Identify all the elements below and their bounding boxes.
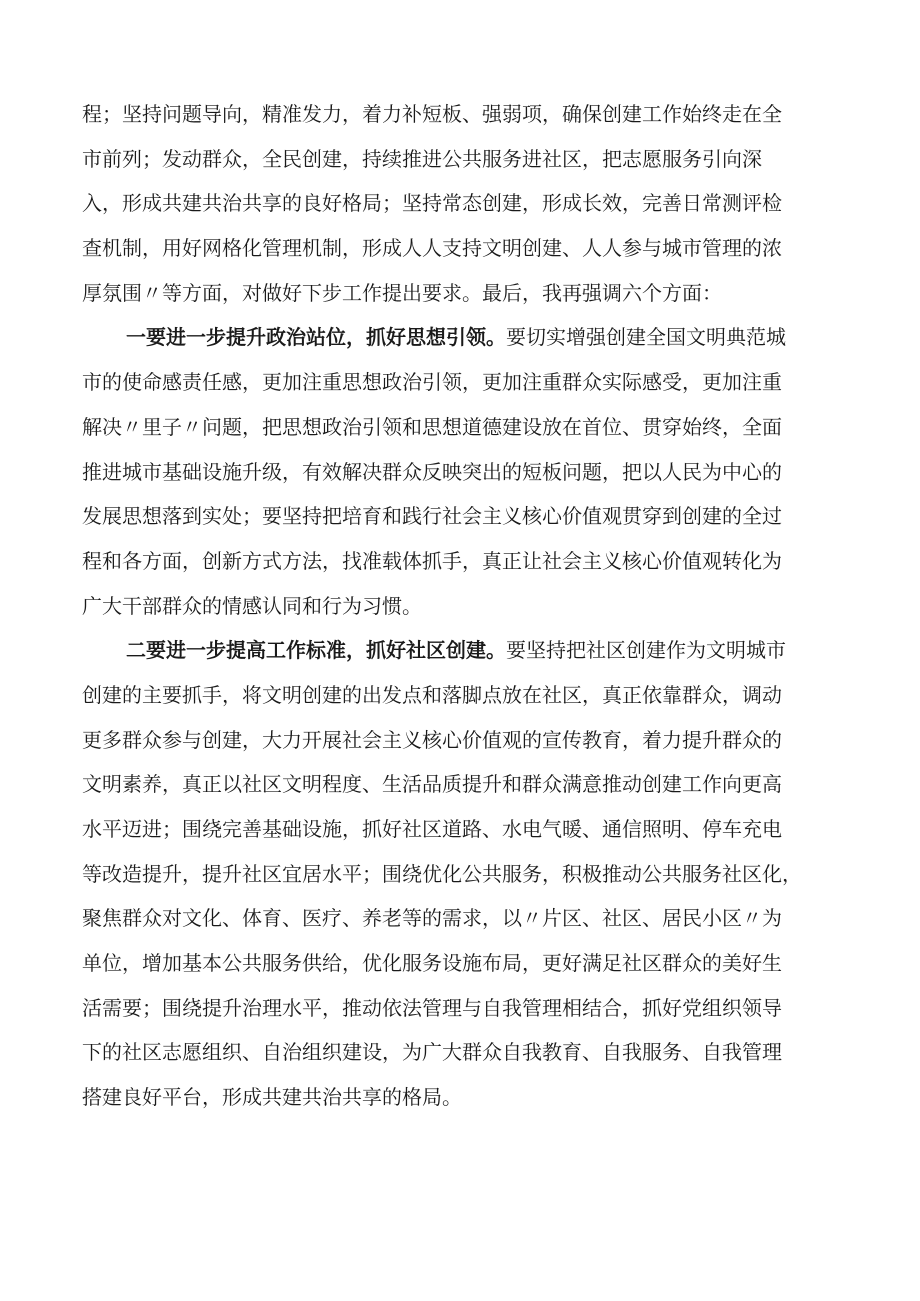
paragraph-1-line-2: 市前列；发动群众，全民创建，持续推进公共服务进社区，把志愿服务引向深 <box>82 146 762 171</box>
paragraph-2-line-6: 程和各方面，创新方式方法，找准载体抓手，真正让社会主义核心价值观转化为 <box>82 548 782 573</box>
paragraph-3-first-line-text: 要坚持把社区创建作为文明城市 <box>506 638 786 663</box>
paragraph-3-line-10: 下的社区志愿组织、自治组织建设，为广大群众自我教育、自我服务、自我管理 <box>82 1040 782 1065</box>
paragraph-3-line-4: 文明素养，真正以社区文明程度、生活品质提升和群众满意推动创建工作向更高 <box>82 772 782 797</box>
paragraph-2-first-line-text: 要切实增强创建全国文明典范城 <box>506 325 786 350</box>
paragraph-2-line-7: 广大干部群众的情感认同和行为习惯。 <box>82 593 422 618</box>
paragraph-3-line-3: 更多群众参与创建，大力开展社会主义核心价值观的宣传教育，着力提升群众的 <box>82 727 782 752</box>
document-body <box>82 92 862 1120</box>
paragraph-3-heading: 二要进一步提高工作标准，抓好社区创建。 <box>126 638 506 663</box>
paragraph-3-line-11: 搭建良好平台，形成共建共治共享的格局。 <box>82 1085 462 1110</box>
paragraph-3-line-2: 创建的主要抓手，将文明创建的出发点和落脚点放在社区，真正依靠群众，调动 <box>82 682 782 707</box>
paragraph-1-line-4: 查机制，用好网格化管理机制，形成人人支持文明创建、人人参与城市管理的浓 <box>82 236 782 261</box>
paragraph-2-line-4: 推进城市基础设施升级，有效解决群众反映突出的短板问题，把以人民为中心的 <box>82 459 782 484</box>
paragraph-1-line-5: 厚氛围〃等方面，对做好下步工作提出要求。最后，我再强调六个方面： <box>82 280 722 305</box>
paragraph-3-line-9: 活需要；围绕提升治理水平，推动依法管理与自我管理相结合，抓好党组织领导 <box>82 995 782 1020</box>
paragraph-3-line-5: 水平迈进；围绕完善基础设施，抓好社区道路、水电气暖、通信照明、停车充电 <box>82 817 782 841</box>
paragraph-3-line-7: 聚焦群众对文化、体育、医疗、养老等的需求，以〃片区、社区、居民小区〃为 <box>82 906 782 931</box>
paragraph-3-first-line <box>82 628 862 673</box>
paragraph-1-line-3: 入，形成共建共治共享的良好格局；坚持常态创建，形成长效，完善日常测评检 <box>82 191 782 216</box>
paragraph-1-line-1: 程；坚持问题导向，精准发力，着力补短板、强弱项，确保创建工作始终走在全 <box>82 102 782 126</box>
paragraph-2-line-5: 发展思想落到实处；要坚持把培育和践行社会主义核心价值观贯穿到创建的全过 <box>82 504 782 529</box>
paragraph-2-heading: 一要进一步提升政治站位，抓好思想引领。 <box>126 325 506 350</box>
paragraph-3-line-6: 等改造提升，提升社区宜居水平；围绕优化公共服务，积极推动公共服务社区化， <box>82 861 802 886</box>
paragraph-2-line-2: 市的使命感责任感，更加注重思想政治引领，更加注重群众实际感受，更加注重 <box>82 370 782 395</box>
paragraph-3-line-8: 单位，增加基本公共服务供给，优化服务设施布局，更好满足社区群众的美好生 <box>82 951 782 976</box>
paragraph-2-line-3: 解决〃里子〃问题，把思想政治引领和思想道德建设放在首位、贯穿始终，全面 <box>82 414 782 439</box>
paragraph-2-first-line <box>82 315 862 360</box>
